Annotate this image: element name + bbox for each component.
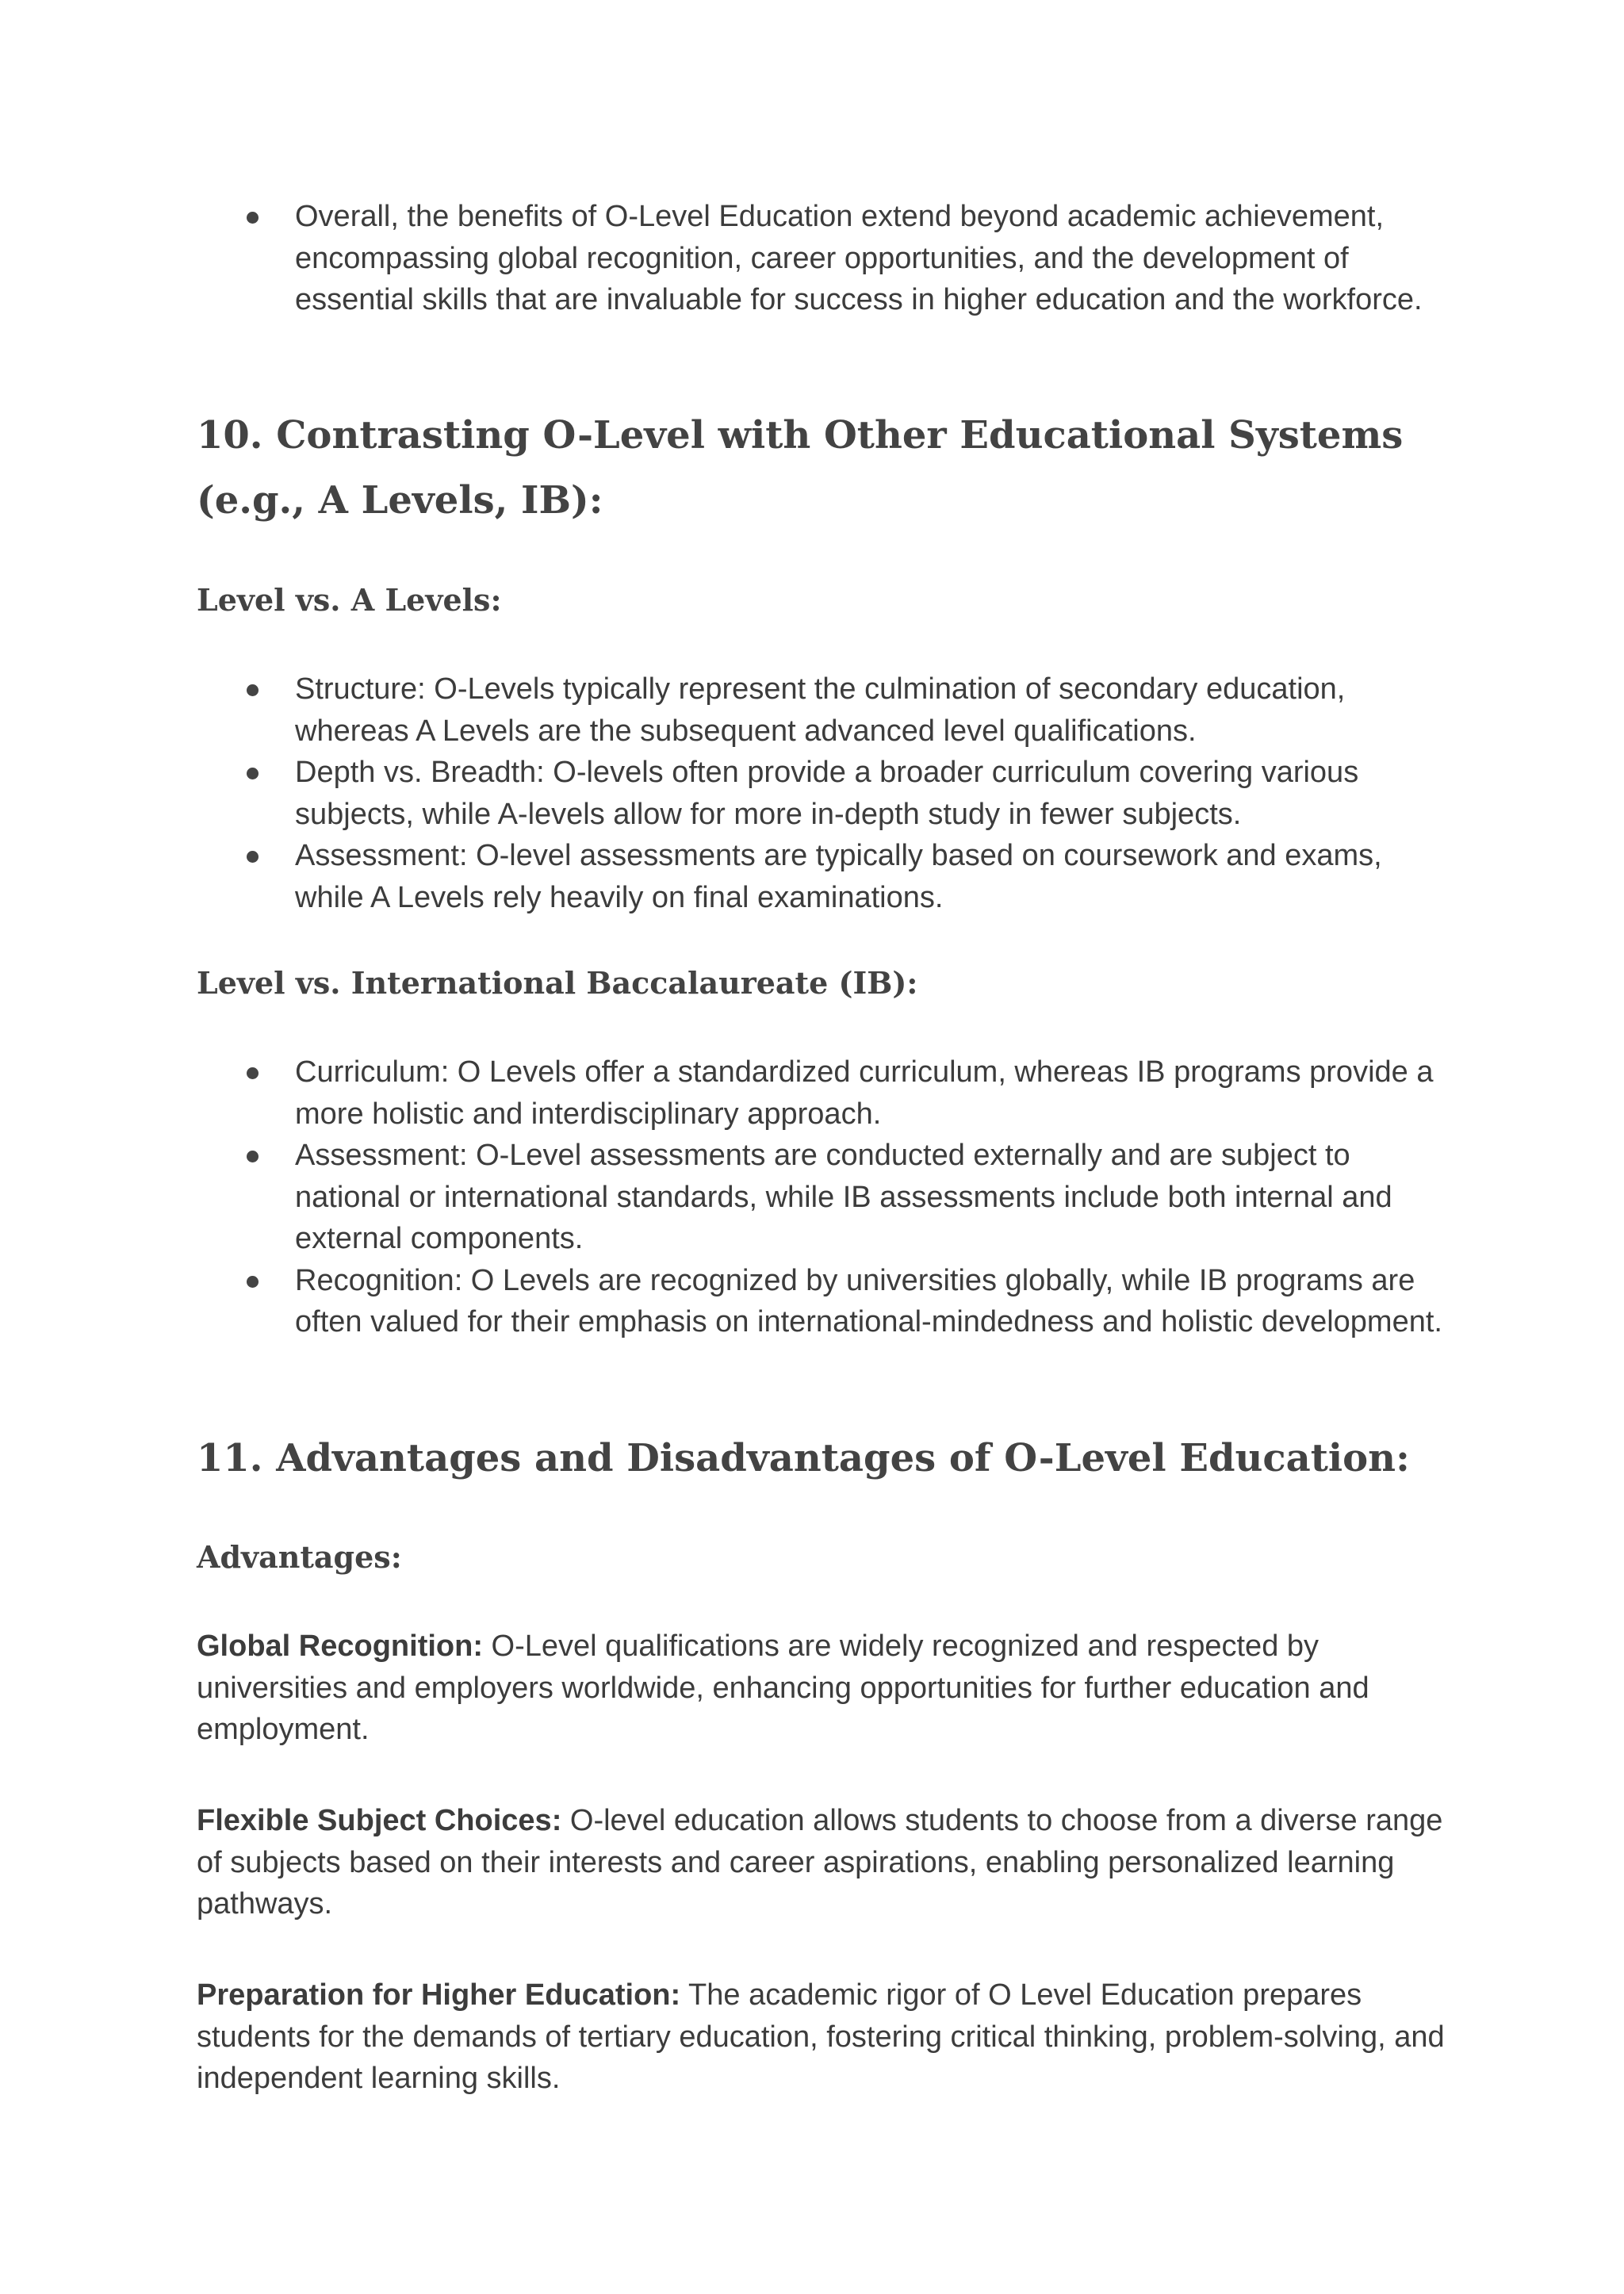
- list-item: [243, 752, 1456, 835]
- ib-bullet-list: [243, 1051, 1456, 1343]
- section-10-heading: 10. Contrasting O-Level with Other Educational Systems (e.g., A Levels, IB):: [197, 413, 1404, 523]
- section-11-heading: 11. Advantages and Disadvantages of O-Level Education:: [197, 1436, 1410, 1480]
- list-item: [243, 196, 1456, 321]
- bullet-icon: [247, 1151, 259, 1162]
- advantage-paragraph-higher-education: [197, 1974, 1465, 2100]
- bullet-text: Curriculum: O Levels offer a standardized curriculum, whereas IB programs provide a more holistic and interdisciplinary approach.: [295, 1055, 1434, 1131]
- subheading-ib: Level vs. International Baccalaureate (IB):: [197, 965, 918, 1001]
- advantage-paragraph-global-recognition: [197, 1626, 1465, 1751]
- list-item: [243, 835, 1456, 918]
- bullet-icon: [247, 768, 259, 779]
- bullet-icon: [247, 1276, 259, 1288]
- intro-bullet-list: [243, 196, 1456, 321]
- a-levels-bullet-list: [243, 668, 1456, 918]
- advantage-label: Flexible Subject Choices:: [197, 1804, 562, 1837]
- bullet-text: Assessment: O-level assessments are typically based on coursework and exams, while A Levels rely heavily on final examinations.: [295, 839, 1382, 914]
- list-item: [243, 1051, 1456, 1135]
- advantage-text: O-Level qualifications are widely recognized and respected by universities and employers worldwide, enhancing opportunities for further education and employment.: [197, 1630, 1369, 1746]
- bullet-text: Structure: O-Levels typically represent the culmination of secondary education, whereas A Levels are the subsequent advanced level qualifications.: [295, 672, 1346, 748]
- bullet-icon: [247, 851, 259, 863]
- advantage-label: Global Recognition:: [197, 1630, 483, 1663]
- subheading-a-levels: Level vs. A Levels:: [197, 582, 502, 618]
- bullet-icon: [247, 1067, 259, 1079]
- advantages-heading: Advantages:: [197, 1539, 402, 1575]
- bullet-text: Recognition: O Levels are recognized by universities globally, while IB programs are often valued for their emphasis on international-mindedness and holistic development.: [295, 1263, 1442, 1338]
- list-item: [243, 1260, 1456, 1343]
- bullet-text: Depth vs. Breadth: O-levels often provide a broader curriculum covering various subjects, while A-levels allow for more in-depth study in fewer subjects.: [295, 756, 1359, 831]
- advantage-text: O-level education allows students to choose from a diverse range of subjects based on their interests and career aspirations, enabling personalized learning pathways.: [197, 1804, 1443, 1921]
- list-item: [243, 668, 1456, 752]
- bullet-icon: [247, 684, 259, 696]
- advantage-paragraph-flexible-subjects: [197, 1800, 1465, 1925]
- advantage-label: Preparation for Higher Education:: [197, 1978, 681, 2012]
- bullet-text: Overall, the benefits of O-Level Education extend beyond academic achievement, encompassing global recognition, career opportunities, and the development of essential skills that are invaluable for success in higher education and the workforce.: [295, 200, 1423, 316]
- bullet-text: Assessment: O-Level assessments are conducted externally and are subject to national or international standards, while IB assessments include both internal and external components.: [295, 1139, 1392, 1255]
- list-item: [243, 1135, 1456, 1260]
- advantage-text: The academic rigor of O Level Education prepares students for the demands of tertiary education, fostering critical thinking, problem-solving, and independent learning skills.: [197, 1978, 1445, 2095]
- bullet-icon: [247, 212, 259, 224]
